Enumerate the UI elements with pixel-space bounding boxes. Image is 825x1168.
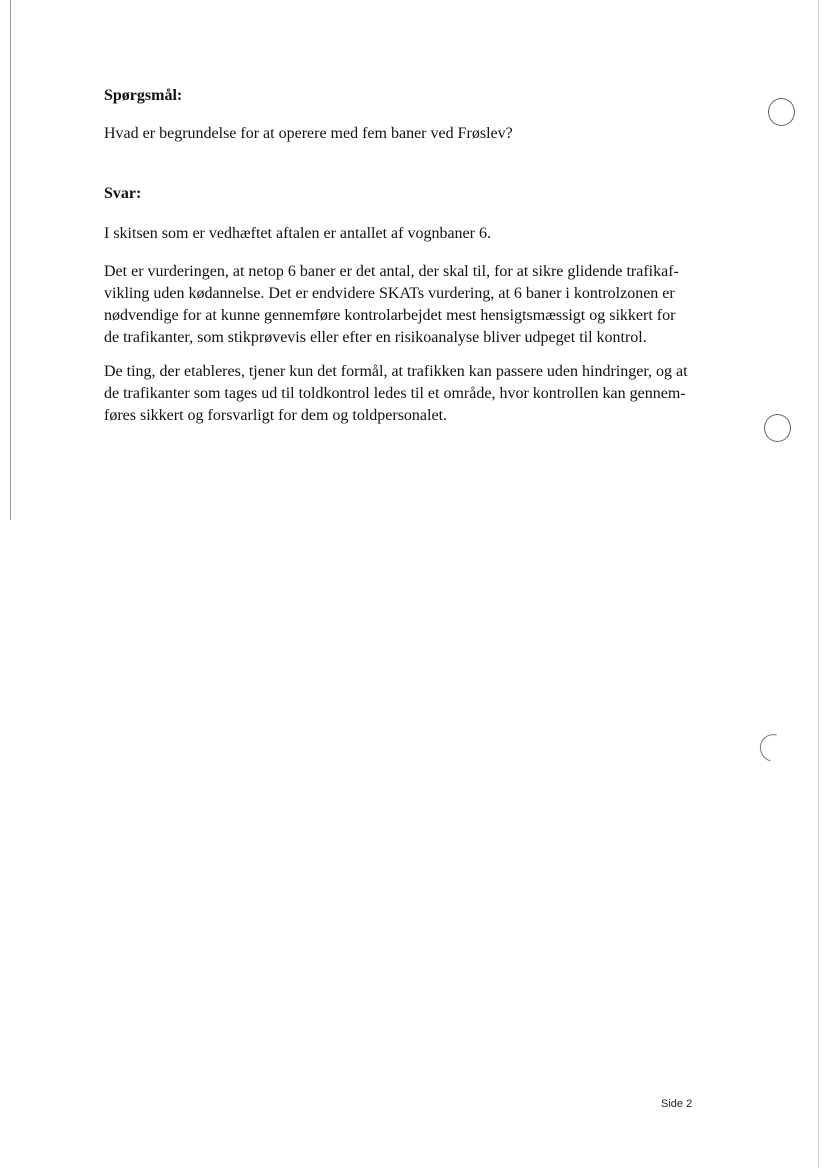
- punch-hole: [764, 414, 791, 442]
- question-heading: Spørgsmål:: [104, 87, 183, 104]
- answer-paragraph: De ting, der etableres, tjener kun det formål, at trafikken kan passere uden hindringer, og at de trafikanter som tages ud til toldkontrol ledes til et område, hvor kontrollen kan gennem- føres sikkert og forsvarligt for dem og toldpersonalet.: [104, 363, 688, 424]
- punch-hole: [768, 98, 795, 126]
- punch-hole: [755, 729, 792, 767]
- page-number: Side 2: [661, 1098, 693, 1110]
- answer-paragraph: I skitsen som er vedhæftet aftalen er antallet af vognbaner 6.: [104, 225, 491, 242]
- question-text: Hvad er begrundelse for at operere med fem baner ved Frøslev?: [104, 125, 513, 142]
- document-body: [104, 85, 704, 427]
- scan-edge-left: [10, 0, 11, 520]
- answer-heading: Svar:: [104, 185, 142, 202]
- answer-paragraph: Det er vurderingen, at netop 6 baner er det antal, der skal til, for at sikre glidende trafikaf- vikling uden kødannelse. Det er endvidere SKATs vurdering, at 6 baner i kontrolzonen er nødvendige for at kunne gennemføre kontrolarbejdet mest hensigtsmæssigt og sikkert for de trafikanter, som stikprøvevis eller efter en risikoanalyse bliver udpeget til kontrol.: [104, 263, 679, 346]
- scan-edge-right: [818, 0, 819, 1168]
